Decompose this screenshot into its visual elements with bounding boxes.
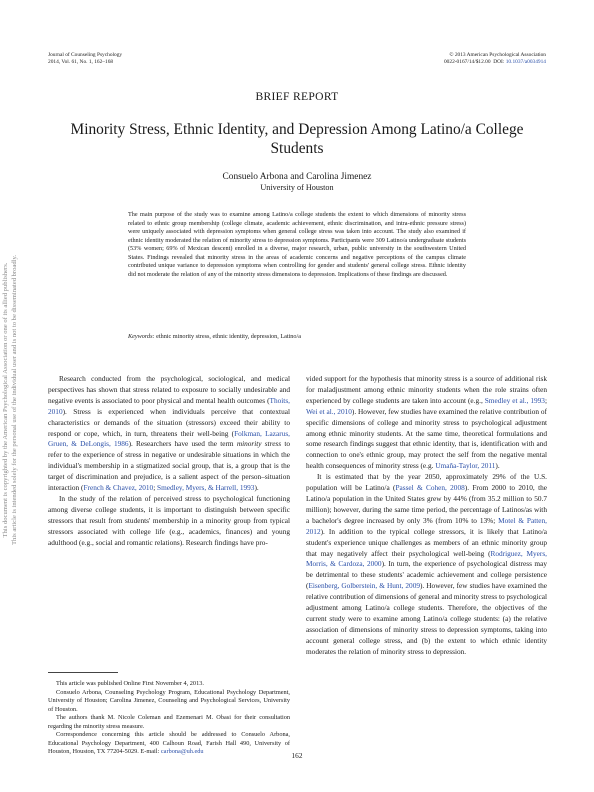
citation-link[interactable]: Wei et al., 2010 (306, 406, 352, 416)
copyright-header (444, 52, 546, 65)
citation-link[interactable]: Folkman, Lazarus, Gruen, & DeLongis, 1986 (48, 428, 291, 449)
paragraph (306, 374, 547, 472)
footnote-divider (48, 672, 118, 673)
citation-link[interactable]: Thoits, 2010 (48, 395, 290, 416)
text-run: ). (254, 483, 259, 493)
footnotes (48, 680, 290, 757)
email-link[interactable]: carbona@uh.edu (160, 748, 204, 756)
text-run: Correspondence concerning this article should be addressed to Consuelo Arbona, Educational Psychology Department, 400 Calhoun Road, Farish Hall 490, University of Houston, Houston, TX 77204-5029. E-mail: (48, 731, 290, 756)
text-run: ; (544, 395, 547, 405)
affiliation: University of Houston (260, 183, 334, 192)
text-run: to refer to the experience of stress in negative or undesirable situations in which the individual's membership in a stigmatized social group, that is, a group that is the target of discrimination and prejudice, is a salient aspect of the person–situation interaction ( (48, 439, 290, 493)
keywords-text: ethnic minority stress, ethnic identity, depression, Latino/a (156, 333, 301, 340)
paragraph: In the study of the relation of perceived stress to psychological functioning among diverse college students, it is important to distinguish between specific stressors that result from students' membership in a minority group from typical stressors associated with college life (e.g., academics, finances) and young adulthood (e.g., social and romantic relations). Research findings have pro- (48, 493, 290, 547)
report-type: BRIEF REPORT (255, 90, 339, 103)
citation-link[interactable]: Umaña-Taylor, 2011 (435, 461, 496, 471)
text-run: ). In addition to the typical college stressors, it is likely that Latino/a student's experience unique challenges as members of an ethnic minority group that may negatively affect their psychological well-being ( (306, 526, 547, 558)
citation-link[interactable]: Smedley et al., 1993 (484, 395, 545, 405)
text-run: ). Researchers have used the term (128, 439, 237, 449)
journal-header (48, 52, 122, 65)
text-run: It is estimated that by the year 2050, approximately 29% of the U.S. population will be Latino/a ( (306, 472, 547, 493)
watermark-line-2: This article is intended solely for the personal use of the individual user and is not to be disseminated broadly. (11, 255, 18, 545)
issn: 0022-0167/14/$12.00 (443, 58, 491, 65)
citation-link[interactable]: Motel & Patten, 2012 (306, 515, 547, 536)
citation-link[interactable]: Eisenberg, Golberstein, & Hunt, 2009 (308, 581, 420, 591)
text-run: Research conducted from the psychological, sociological, and medical perspectives has shown that stress related to exposure to socially undesirable and negative events is associated to poor physical and mental health outcomes ( (48, 374, 290, 405)
page-number: 162 (291, 751, 303, 760)
citation-link[interactable]: French & Chavez, 2010 (83, 483, 154, 493)
citation-link[interactable]: Smedley, Myers, & Harrell, 1993 (157, 483, 255, 493)
citation-link[interactable]: Rodriguez, Myers, Morris, & Cardoza, 2000 (306, 548, 548, 569)
term-emphasis: minority stress (236, 439, 282, 449)
text-run: ; (153, 483, 158, 493)
authors: Consuelo Arbona and Carolina Jimenez (222, 172, 372, 182)
copyright-watermark (0, 0, 20, 792)
text-run: vided support for the hypothesis that minority stress is a source of additional risk for maladjustment among ethnic minority students when the role strains often experienced by college students are taken into account (e.g., (306, 374, 547, 405)
footnote: Consuelo Arbona, Counseling Psychology Program, Educational Psychology Department, University of Houston; Carolina Jimenez, Counseling and Psychological Services, University of Houston. (48, 688, 290, 713)
body-column-left (48, 374, 290, 549)
keywords-label: Keywords: (128, 333, 155, 340)
doi-line (444, 59, 546, 66)
body-column-right (306, 374, 547, 658)
keywords (128, 333, 466, 342)
citation-link[interactable]: Passel & Cohen, 2008 (395, 483, 465, 493)
article-title: Minority Stress, Ethnic Identity, and Depression Among Latino/a College Students (70, 121, 524, 157)
copyright-notice: © 2013 American Psychological Association (449, 52, 546, 58)
footnote: The authors thank M. Nicole Coleman and Ezemenari M. Obasi for their consultation regarding the minority stress measure. (48, 714, 290, 730)
text-run: ). (495, 461, 500, 471)
text-run: ). However, few studies have examined the relative contribution of specific dimensions of college and minority stress to psychological adjustment among ethnic minority students. At the same time, theoretical formulations and some research findings suggest that ethnic identity, that is, identification with and connection to one's ethnic group, may protect the self from the negative mental health consequences of minority stress (e.g. (306, 406, 547, 471)
text-run: ). However, few studies have examined the relative contribution of dimensions of general and minority stress to psychological adjustment among Latino/a college students. Therefore, the objectives of the current study were to examine among Latino/a college students: (a) the relative association of dimensions of minority stress to depression symptoms, taking into account general college stress, and (b) the extent to which ethnic identity moderates the relation of minority stress to depression. (306, 581, 547, 656)
text-run: ). Stress is experienced when individuals perceive that contextual characteristics or demands of the situation (stressors) exceed their ability to respond or cope, which, in turn, threatens their well-being ( (48, 406, 290, 438)
doi-link[interactable]: 10.1037/a0034914 (505, 58, 546, 65)
text-run: ). In turn, the experience of psychological distress may be detrimental to these students' academic achievement and college persistence ( (306, 559, 547, 591)
paragraph (306, 472, 547, 657)
journal-volume: 2014, Vol. 61, No. 1, 162–168 (48, 58, 114, 65)
abstract: The main purpose of the study was to examine among Latino/a college students the extent to which dimensions of minority stress related to ethnic group membership (college climate, academic achievement, ethnic discrimination, and intra-ethnic pressure stress) were uniquely associated with depression symptoms when general college stress was taken into account. The study also examined if ethnic identity moderated the relation of minority stress to depression symptoms. Participants were 309 Latino/a undergraduate students (53% women; 69% of Mexican descent) enrolled in a diverse, major research, urban, public university in the southwestern United States. Findings revealed that minority stress in the areas of academic concerns and negative perceptions of the campus climate contributed unique variance to depression symptoms when controlling for gender and students' general college stress. Ethnic identity did not moderate the relation of any of the minority stress dimensions to depression. Implications of these findings are discussed. (128, 211, 466, 278)
doi-label: DOI: (493, 58, 505, 65)
footnote: This article was published Online First November 4, 2013. (56, 680, 204, 687)
journal-name: Journal of Counseling Psychology (48, 52, 123, 58)
watermark-line-1: This document is copyrighted by the American Psychological Association or one of its allied publishers. (2, 262, 9, 538)
paragraph (48, 374, 290, 494)
text-run: ). From 2000 to 2010, the Latino/a population in the United States grew by 44% (from 35.2 million to 50.7 million); however, during the same time period, the percentage of Latinos/as with a bachelor's degree increased by only 3% (from 10% to 13%; (306, 483, 547, 525)
